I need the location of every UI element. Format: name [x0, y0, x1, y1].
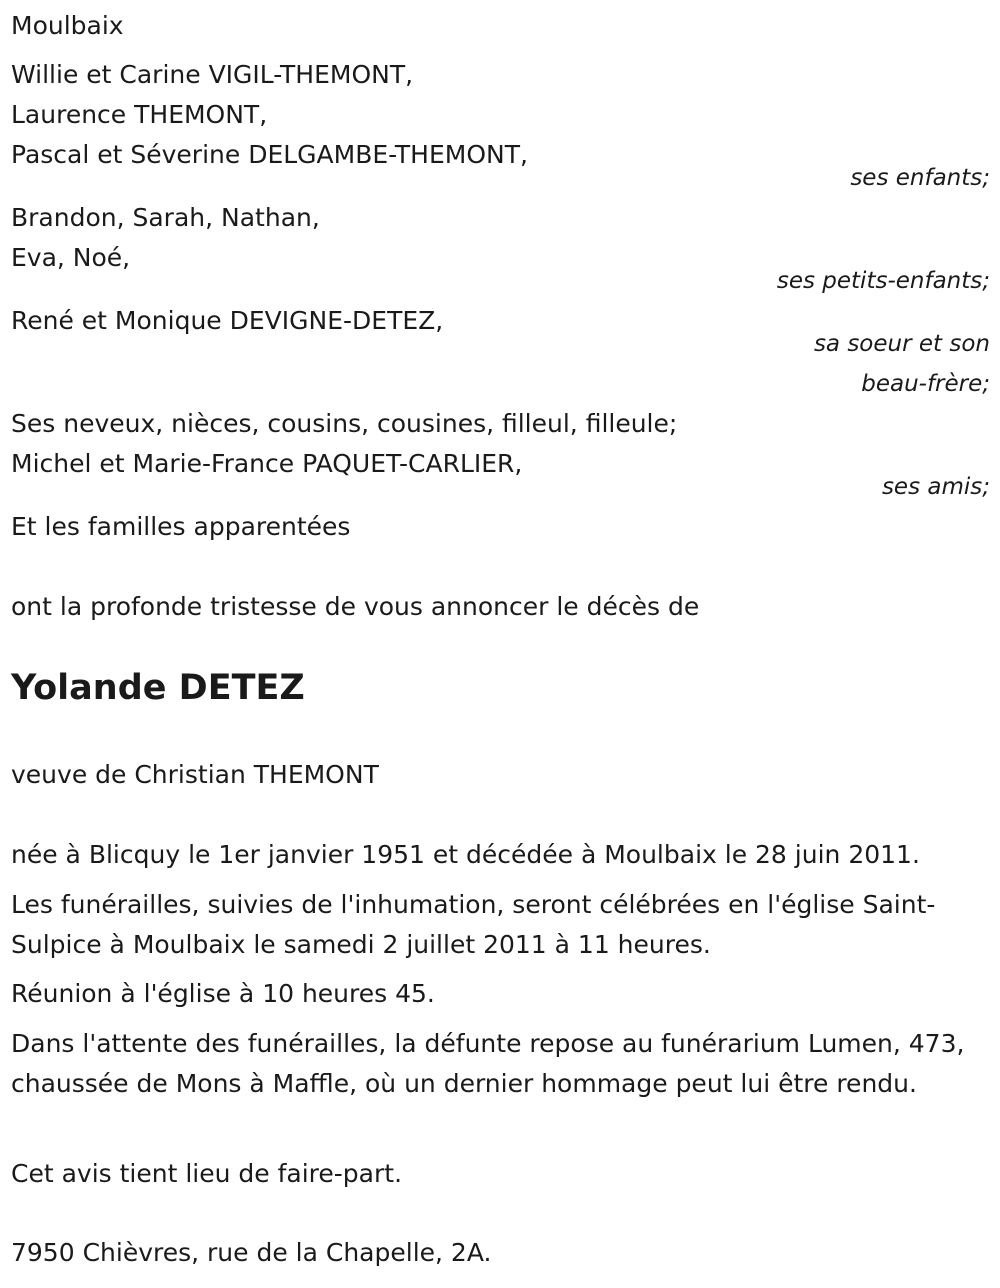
- child-1: Willie et Carine VIGIL-THEMONT,: [11, 60, 414, 89]
- grandchildren-role: ses petits-enfants;: [776, 268, 990, 294]
- announcement: ont la profonde tristesse de vous annoncer le décès de: [11, 592, 700, 621]
- birth-death: née à Blicquy le 1er janvier 1951 et décédée à Moulbaix le 28 juin 2011.: [11, 840, 920, 869]
- sibling: René et Monique DEVIGNE-DETEZ,: [11, 306, 444, 335]
- meeting-info: Réunion à l'église à 10 heures 45.: [11, 979, 435, 1008]
- sibling-role-line-2: beau-frère;: [861, 371, 990, 397]
- grandchildren-line-2: Eva, Noé,: [11, 243, 131, 272]
- location: Moulbaix: [11, 11, 124, 40]
- families: Et les familles apparentées: [11, 512, 351, 541]
- sibling-role-line-1: sa soeur et son: [813, 331, 990, 357]
- funerarium-info: Dans l'attente des funérailles, la défunte repose au funérarium Lumen, 473, chaussée de Mons à Maffle, où un dernier hommage peut lui être rendu.: [11, 1029, 965, 1098]
- child-3: Pascal et Séverine DELGAMBE-THEMONT,: [11, 140, 528, 169]
- child-2: Laurence THEMONT,: [11, 100, 268, 129]
- children-role: ses enfants;: [850, 165, 990, 191]
- address: 7950 Chièvres, rue de la Chapelle, 2A.: [11, 1238, 492, 1267]
- friends-role: ses amis;: [881, 474, 990, 500]
- widow-of: veuve de Christian THEMONT: [11, 760, 379, 789]
- relatives: Ses neveux, nièces, cousins, cousines, filleul, filleule;: [11, 409, 678, 438]
- notice: Cet avis tient lieu de faire-part.: [11, 1159, 403, 1188]
- funeral-info: Les funérailles, suivies de l'inhumation, seront célébrées en l'église Saint-Sulpice à Moulbaix le samedi 2 juillet 2011 à 11 heures.: [11, 890, 936, 959]
- deceased-name: Yolande DETEZ: [11, 668, 305, 708]
- grandchildren-line-1: Brandon, Sarah, Nathan,: [11, 203, 320, 232]
- friends: Michel et Marie-France PAQUET-CARLIER,: [11, 449, 523, 478]
